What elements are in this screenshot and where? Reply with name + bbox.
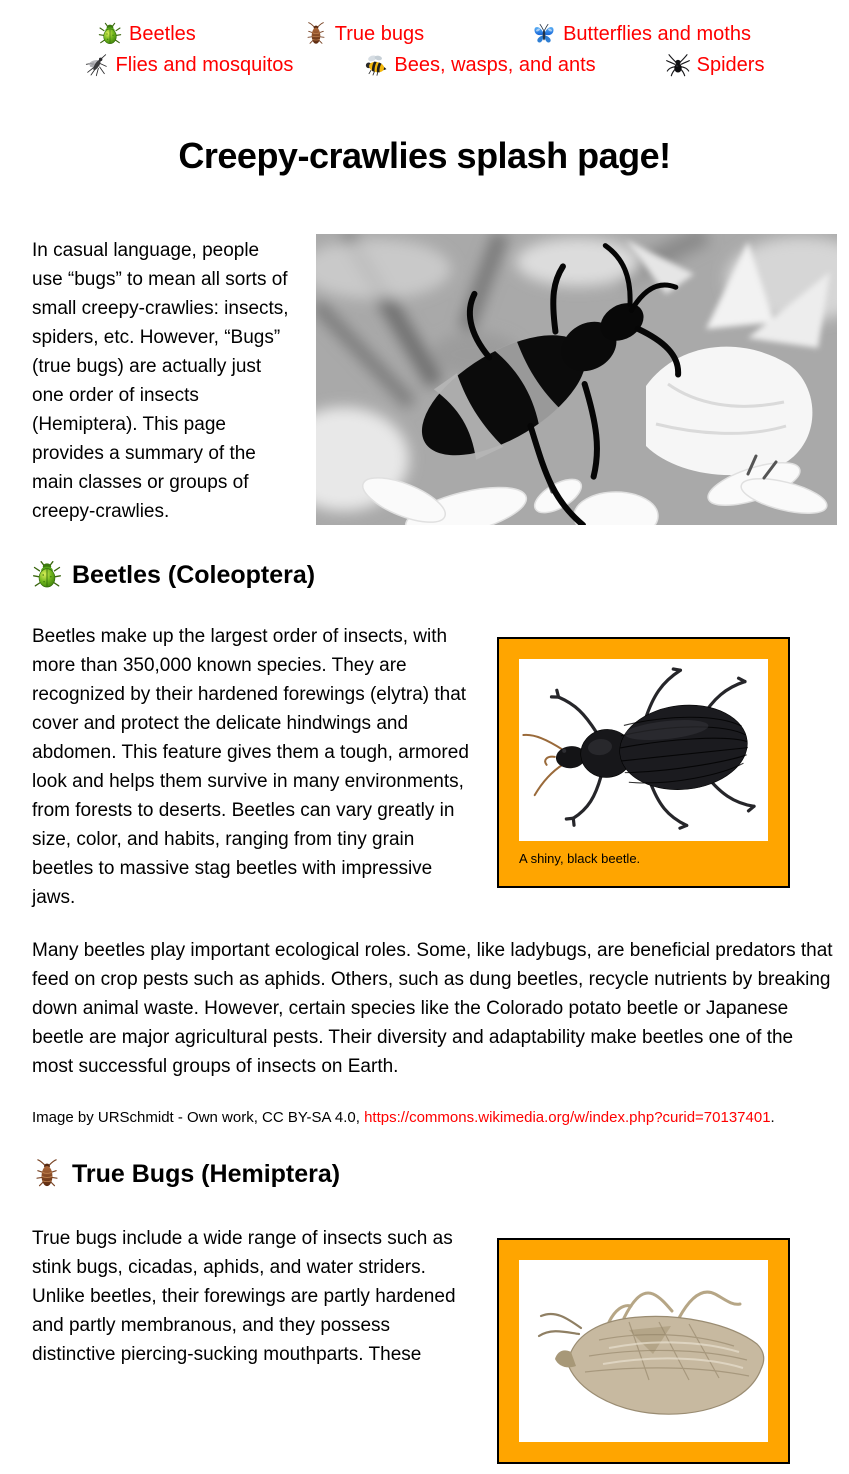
mosquito-icon — [85, 53, 109, 77]
nav-row-2 — [0, 46, 849, 77]
nav-label: True bugs — [334, 22, 425, 45]
black-beetle-photo — [519, 659, 768, 841]
cockroach-icon — [32, 1159, 62, 1189]
beetles-paragraph-2: Many beetles play important ecological roles. Some, like ladybugs, are beneficial predators that feed on crop pests such as aphids. Others, such as dung beetles, recycle nutrients by breaking down animal waste. However, certain species like the Colorado potato beetle or Japanese beetle are major agricultural pests. Their diversity and adaptability make beetles one of the most successful groups of insects on Earth. — [32, 940, 833, 1077]
true-bugs-paragraph: True bugs include a wide range of insects such as stink bugs, cicadas, aphids, and water striders. Unlike beetles, their forewings are partly hardened and partly membranous, and they possess distinctive piercing-sucking mouthparts. These — [32, 1228, 456, 1365]
nav-label: Beetles — [129, 22, 196, 45]
beetles-heading — [32, 560, 833, 590]
nav-link-flies[interactable] — [85, 53, 294, 77]
beetle-icon — [98, 22, 122, 46]
nav-link-true-bugs[interactable] — [304, 22, 424, 46]
true-bug-photo — [519, 1260, 768, 1442]
intro-section — [32, 234, 833, 526]
nav-link-spiders[interactable] — [666, 53, 765, 77]
true-bugs-section — [32, 1159, 833, 1474]
attribution-suffix: . — [770, 1109, 775, 1126]
beetle-figure — [497, 637, 790, 888]
nav-link-bees[interactable] — [363, 53, 595, 77]
butterfly-icon — [532, 22, 556, 46]
nav-row-1 — [0, 0, 849, 46]
true-bug-figure — [497, 1238, 790, 1464]
attribution-link[interactable]: https://commons.wikimedia.org/w/index.php?curid=70137401 — [364, 1109, 771, 1126]
spider-icon — [666, 53, 690, 77]
nav-label: Flies and mosquitos — [115, 53, 294, 76]
beetle-icon — [32, 560, 62, 590]
cockroach-icon — [304, 22, 328, 46]
image-attribution — [32, 1108, 833, 1127]
nav-label: Bees, wasps, and ants — [394, 53, 596, 76]
beetles-body — [32, 590, 833, 1127]
true-bugs-body — [32, 1189, 833, 1474]
intro-paragraph: In casual language, people use “bugs” to mean all sorts of small creepy-crawlies: insects, spiders, etc. However, “Bugs” (true bugs) are actually just one order of insects (Hemiptera). This page provides a summary of the main classes or groups of creepy-crawlies. — [32, 240, 289, 522]
beetles-section — [32, 560, 833, 1127]
beetles-paragraph-1: Beetles make up the largest order of insects, with more than 350,000 known species. They are recognized by their hardened forewings (elytra) that cover and protect the delicate hindwings and abdomen. This feature gives them a tough, armored look and helps them survive in many environments, from forests to deserts. Beetles can vary greatly in size, color, and habits, ranging from tiny grain beetles to massive stag beetles with impressive jaws. — [32, 626, 469, 908]
beetles-heading-text: Beetles (Coleoptera) — [72, 560, 316, 589]
beetle-on-flower-photo — [316, 234, 837, 525]
nav-link-beetles[interactable] — [98, 22, 196, 46]
page-title: Creepy-crawlies splash page! — [178, 135, 671, 176]
beetle-figure-caption: A shiny, black beetle. — [519, 851, 641, 866]
nav-label: Spiders — [696, 53, 765, 76]
true-bugs-heading — [32, 1159, 833, 1189]
attribution-text: Image by URSchmidt - Own work, CC BY-SA 4.0, — [32, 1109, 365, 1126]
true-bugs-heading-text: True Bugs (Hemiptera) — [72, 1159, 341, 1188]
nav-link-butterflies[interactable] — [532, 22, 751, 46]
top-nav — [0, 0, 849, 77]
nav-label: Butterflies and moths — [563, 22, 751, 45]
bee-icon — [363, 53, 387, 77]
